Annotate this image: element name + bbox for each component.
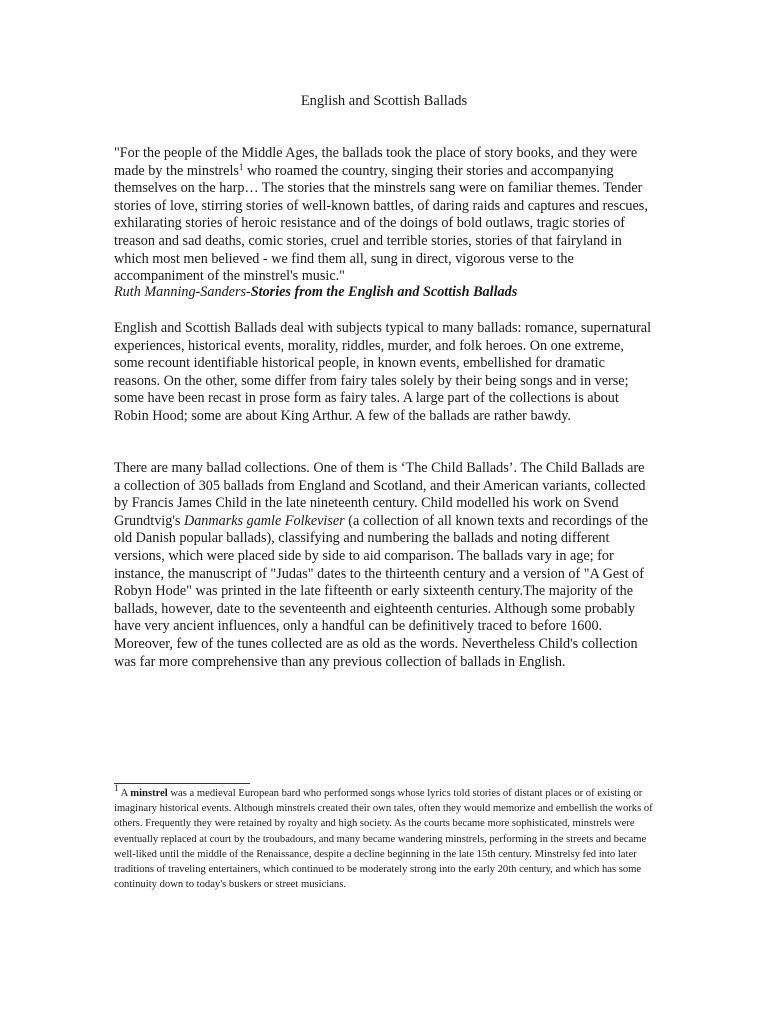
footnote-reference: 1 [238,161,244,172]
attribution-author: Ruth Manning-Sanders- [114,284,251,300]
paragraph3-text-part1: There are many ballad collections. One of them is ‘The Child Ballads’. The Child Ballads are a collection of 305 ballads from England and Scotland, and their American variants, collected by Francis James Child in the late nineteenth century. Child modelled his work on Svend Grundtvig's [114,460,646,529]
footnote-lead: A [118,788,131,799]
opening-quote [114,145,654,286]
document-title: English and Scottish Ballads [300,93,468,109]
paragraph3-text-part2: (a collection of all known texts and recordings of the old Danish popular ballads), classifying and numbering the ballads and noting different versions, which were placed side by side to aid comparison. The ballads vary in age; for instance, the manuscript of "Judas" dates to the thirteenth century and a version of "A Gest of Robyn Hode" was printed in the late fifteenth or early sixteenth century.The majority of the ballads, however, date to the seventeenth and eighteenth centuries. Although some probably have very ancient influences, only a handful can be definitively traced to before 1600. Moreover, few of the tunes collected are as old as the words. Nevertheless Child's collection was far more comprehensive than any previous collection of ballads in English. [114,512,649,670]
footnote-number: 1 [114,783,119,793]
footnote [114,783,659,892]
quote-text-part2: who roamed the country, singing their stories and accompanying themselves on the harp… The stories that the minstrels sang were on familiar themes. Tender stories of love, stirring stories of well-known battles, of daring raids and captures and rescues, exhilarating stories of heroic resistance and of the doings of bold outlaws, tragic stories of treason and sad deaths, comic stories, cruel and terrible stories, stories of that fairyland in which most men believed - we find them all, sung in direct, vigorous verse to the accompaniment of the minstrel's music." [114,162,648,285]
footnote-separator [114,783,250,784]
quote-attribution [114,284,654,302]
paragraph-subjects: English and Scottish Ballads deal with subjects typical to many ballads: romance, supernatural experiences, historical events, morality, riddles, murder, and folk heroes. On one extreme, some recount identifiable historical people, in known events, embellished for dramatic reasons. On the other, some differ from fairy tales solely by their being songs and in verse; some have been recast in prose form as fairy tales. A large part of the collections is about Robin Hood; some are about King Arthur. A few of the ballads are rather bawdy. [114,320,652,424]
attribution-book-title: Stories from the English and Scottish Ballads [250,284,518,300]
footnote-text: was a medieval European bard who performed songs whose lyrics told stories of distant places or of existing or imaginary historical events. Although minstrels created their own tales, often they would memorize and embellish the works of others. Frequently they were retained by royalty and high society. As the courts became more sophisticated, minstrels were eventually replaced at court by the troubadours, and many became wandering minstrels, performing in the streets and became well-liked until the middle of the Renaissance, despite a decline beginning in the late 15th century. Minstrelsy fed into later traditions of traveling entertainers, which continued to be moderately strong into the early 20th century, and which has some continuity down to today's buskers or street musicians. [114,788,653,891]
footnote-term: minstrel [130,788,168,799]
quote-text-part1: "For the people of the Middle Ages, the ballads took the place of story books, and they were made by the minstrels [114,145,638,179]
paragraph3-italic-title: Danmarks gamle Folkeviser [183,512,345,529]
paragraph-child-ballads [114,460,654,671]
